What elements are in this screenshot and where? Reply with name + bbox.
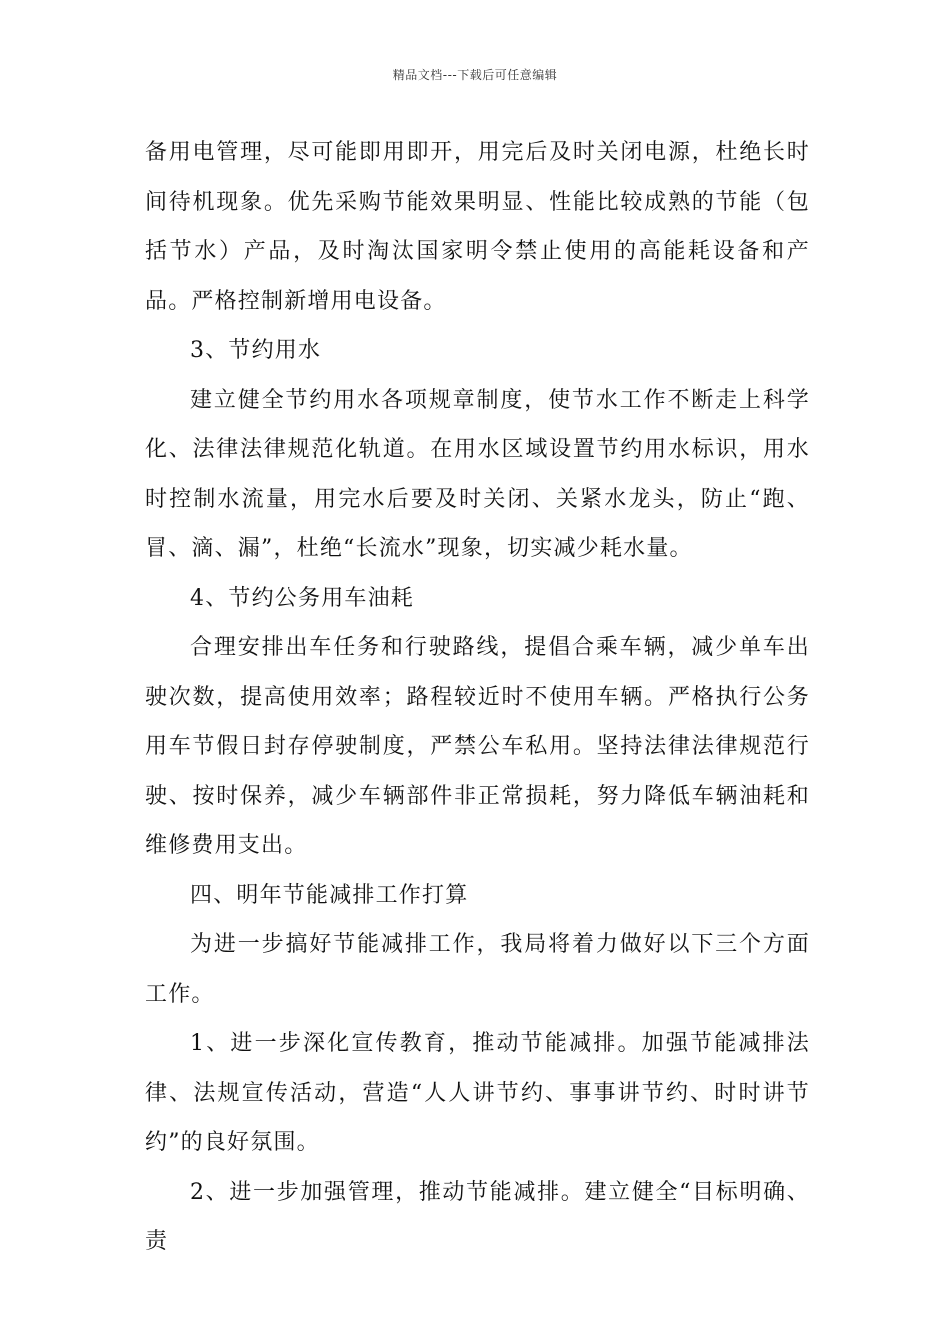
heading-vehicle-fuel: 4、节约公务用车油耗 (190, 585, 414, 611)
paragraph-strengthen-management: 2、进一步加强管理，推动节能减排。建立健全“目标明确、责 (145, 1179, 810, 1254)
paragraph-vehicle-fuel: 合理安排出车任务和行驶路线，提倡合乘车辆，减少单车出驶次数，提高使用效率；路程较近时不使用车辆。严格执行公务用车节假日封存停驶制度，严禁公车私用。坚持法律法律规范行驶、按时保养，减少车辆部件非正常损耗，努力降低车辆油耗和维修费用支出。 (145, 635, 810, 858)
document-body (145, 128, 810, 1267)
paragraph-publicity-education: 1、进一步深化宣传教育，推动节能减排。加强节能减排法律、法规宣传活动，营造“人人讲节约、事事讲节约、时时讲节约”的良好氛围。 (145, 1031, 810, 1155)
heading-water-saving: 3、节约用水 (190, 338, 322, 363)
paragraph-next-year-intro: 为进一步搞好节能减排工作，我局将着力做好以下三个方面工作。 (145, 932, 810, 1007)
heading-next-year-plan: 四、明年节能减排工作打算 (190, 882, 469, 908)
paragraph-electricity-management: 备用电管理，尽可能即用即开，用完后及时关闭电源，杜绝长时间待机现象。优先采购节能效果明显、性能比较成熟的节能（包括节水）产品，及时淘汰国家明令禁止使用的高能耗设备和产品。严格控制新增用电设备。 (145, 140, 810, 314)
page-header: 精品文档---下载后可任意编辑 (392, 68, 558, 82)
paragraph-water-saving: 建立健全节约用水各项规章制度，使节水工作不断走上科学化、法律法律规范化轨道。在用水区域设置节约用水标识，用水时控制水流量，用完水后要及时关闭、关紧水龙头，防止“跑、冒、滴、漏”，杜绝“长流水”现象，切实减少耗水量。 (145, 387, 810, 561)
